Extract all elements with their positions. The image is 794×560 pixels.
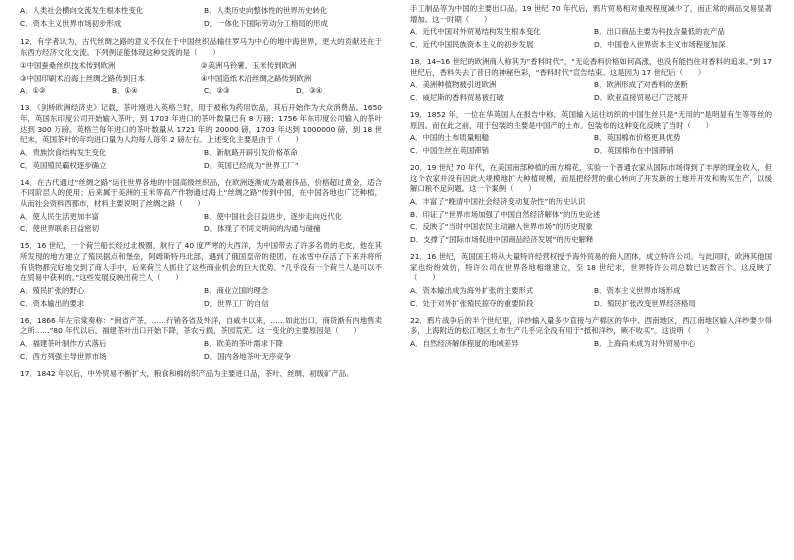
question-stem: 22．鸦片战争后的半个世纪里，洋纱输入量多少直接与产棉区的华中、西南地区，西江南地区输入洋纱要少得多，上海附近的松江地区土布生产几乎完全没有用于“抵和洋纱，厥不收买”。这说明（ ） <box>410 315 772 336</box>
question-stem: 16．1866 年左宗棠奏称：“闽省产茶，……行销各省及外洋，自咸丰以来，……如此出口，商货渐有内地售卖之所……”80 年代以后，福建茶叶出口开始下降，茶农亏损，茶园荒芜。这一变化的主要原因是（ ） <box>20 315 382 336</box>
option-c[interactable]: C．西方列强主导世界市场 <box>20 351 107 361</box>
question-12 <box>20 37 382 97</box>
question-stem: 21．16 世纪，英国国王将从大量特许经营权授予海外贸易的商人团体，成立特许公司。与此同时，欧洲其他国家也纷纷效仿，特许公司在世界各地相继建立，至 18 世纪末，世界特许公司总数已达数百个。这反映了（ ） <box>410 251 772 283</box>
option-b[interactable]: B．印证了“世界市场加强了中国自然经济解体”的历史论述 <box>410 209 601 219</box>
question-stem: 13．《剑桥欧洲经济史》记载，茶叶刚进入英格兰时，用于被称为药用饮品，其后开始作为大众消费品。1650 年，英国东印度公司开始输入茶叶，到 1703 年进口的茶叶数量已有 8 万磅；1756 年东印度公司输入的茶叶达到 300 万磅。英格兰每年进口的茶叶数量从 1721 年的 20000 磅，1703 年达到 1000000 磅，到 18 世纪末，英国茶叶的年均进口量为人均每人每年 2 磅左右。上述变化主要是由于（ ） <box>20 103 382 145</box>
option-c[interactable]: C．中国生丝在英国滞销 <box>410 146 490 156</box>
question-17 <box>20 369 382 380</box>
statement-item: ③中国印刷术沿海上丝绸之路传到日本 <box>20 73 145 83</box>
option-a[interactable]: A．近代中国对外贸易结构发生根本变化 <box>410 27 541 37</box>
option-d[interactable]: D．世界工厂的自信 <box>204 298 269 308</box>
question-stem: 14．在古代通过“丝绸之路”运往世界各地的中国高级丝织品，在欧洲逐渐成为最奢侈品，价格超过黄金，适合不同阶层人的使用；后来属于美洲的玉米等高产作物通过海上“丝绸之路”传到中国，在中国各地也广泛种植，从而社会资料西都市，材料主要说明了丝绸之路（ ） <box>20 177 382 209</box>
question-17-continued <box>410 4 772 51</box>
question-stem: 12．有学者认为，古代丝绸之路的意义不仅在于中国丝织品输往罗马为中心的地中海世界，更大的贡献还在于东西方经济文化交流。下列例证能体现这种交流的是（ ） <box>20 37 382 58</box>
question-14 <box>20 178 382 236</box>
question-stem: 19．1852 年，一位在华英国人在报告中称，英国输入运往纺织的中国生丝只是“无用的”是明显有生等等丝的原因。而在此之前，用于包装的主要是中国产的土布。包装布的这种变化反映了当时（ ） <box>410 109 772 130</box>
option-a[interactable]: A．美洲种植物被引进欧洲 <box>410 80 497 90</box>
question-16 <box>20 316 382 363</box>
statement-item: ①中国蚕桑丝织技术传到欧洲 <box>20 60 116 70</box>
option-c[interactable]: C．反映了“当时中国农民主动融入世界市场”的历史现象 <box>410 222 593 232</box>
option-b[interactable]: B．①④ <box>112 86 138 96</box>
question-stem: 手工制品等为中国的主要出口品。19 世纪 70 年代后，鸦片贸易相对重视程度减少了，而正常的商品交易显著增加。这一时期（ ） <box>410 4 772 24</box>
option-c[interactable]: C．处于对外扩张殖民掠夺的重要阶段 <box>410 298 534 308</box>
question-stem: 15．16 世纪，一个荷兰船长经过北极圈，航行了 40 度严寒的大西洋，为中国带去了许多名贵的毛皮，他在其所发现的地方建立了殖民据点和堡垒，阿姆斯特丹北部，遇到了俄国皇帝的使团，在冰雪中存活了下来并将所有货物都完好地交到了商人手中，后来荷兰人抓住了这些商业机会的巨大优势。“几乎没有一个荷兰人是可以不在贸易中获利的。”这些发展反映出荷兰人（ ） <box>20 241 382 283</box>
question-20 <box>410 163 772 246</box>
option-a[interactable]: A．①② <box>20 86 46 96</box>
option-d[interactable]: D．一体化下国际劳动分工格局的形成 <box>204 18 328 28</box>
question-22 <box>410 316 772 350</box>
option-b[interactable]: B．商业立国的理念 <box>204 286 269 296</box>
option-d[interactable]: D．支撑了“国际市场促进中国商品经济发展”的历史解释 <box>410 235 594 245</box>
question-stem: 18．14─16 世纪的欧洲商人称其为“香料时代”，“无论香料价格如何高涨，也没有能挡住对香料的追求。”到 17 世纪后，香料失去了昔日的神秘色彩，“香料时代”宣告结束。这是因为 17 世纪后（ ） <box>410 56 772 77</box>
option-a[interactable]: A．殖民扩张的野心 <box>20 286 85 296</box>
option-a[interactable]: A．使人民生活更加丰富 <box>20 211 99 221</box>
option-d[interactable]: D．③④ <box>296 86 323 96</box>
question-stem: 17．1842 年以后，中外贸易不断扩大，粮食和棉纺织产品为主要进口品，茶叶、丝绸、初级矿产品、 <box>20 368 354 378</box>
question-11-options <box>20 6 382 29</box>
right-column <box>410 4 772 353</box>
option-c[interactable]: C．近代中国民族资本主义的初步发展 <box>410 40 534 50</box>
option-b[interactable]: B．欧洲形成了对香料的垄断 <box>594 80 688 90</box>
option-b[interactable]: B．出口商品主要为科技含量低的农产品 <box>594 27 725 37</box>
question-13 <box>20 103 382 171</box>
option-d[interactable]: D．殖民扩张改变世界经济格局 <box>594 298 696 308</box>
question-19 <box>410 110 772 157</box>
option-b[interactable]: B．使中国社会日益进步，逐步走向近代化 <box>204 211 343 221</box>
option-c[interactable]: C．②③ <box>204 86 230 96</box>
statement-item: ④中国造纸术沿丝绸之路传到欧洲 <box>201 73 312 83</box>
option-b[interactable]: B．新航路开辟引发价格革命 <box>204 148 298 158</box>
option-a[interactable]: A．福建茶叶制作方式落后 <box>20 339 107 349</box>
option-d[interactable]: D．国内各地茶叶无序竞争 <box>204 351 291 361</box>
option-a[interactable]: A．丰富了“晚清中国社会经济变动复杂性”的历史认识 <box>410 197 586 207</box>
left-column <box>20 4 382 382</box>
option-a[interactable]: A．自然经济解体程度的地域差异 <box>410 339 519 349</box>
question-18 <box>410 57 772 104</box>
statement-item: ②美洲马铃薯、玉米传到欧洲 <box>201 60 297 70</box>
question-stem: 20．19 世纪 70 年代，在美国南部种植的南方棉花，实验一个普通农家从国际市场得到了丰厚的现金收入，但这个农家并没有因此大规模地扩大种植规模，而是把经营的重心转向了开发新的土地并开发和购买生产，以缓解口粮不足问题。这一个案例（ ） <box>410 162 772 194</box>
option-d[interactable]: D．体现了不同文明间的沟通与碰撞 <box>204 224 321 234</box>
option-a[interactable]: A．中国的土布质量粗糙 <box>410 133 489 143</box>
option-b[interactable]: B．英国棉布价格更具优势 <box>594 133 681 143</box>
option-d[interactable]: D．中国卷入世界资本主义市场程度加深 <box>594 40 726 50</box>
option-b[interactable]: B．人类历史向整体性的世界历史转化 <box>204 6 328 15</box>
question-15 <box>20 241 382 309</box>
option-d[interactable]: D．欧亚直接贸易已广泛展开 <box>594 93 689 103</box>
option-c[interactable]: C．英国殖民霸权逐步确立 <box>20 160 107 170</box>
option-c[interactable]: C．使世界联系日益密切 <box>20 224 100 234</box>
option-c[interactable]: C．威尼斯的香料贸易被打破 <box>410 93 504 103</box>
option-b[interactable]: B．资本主义世界市场形成 <box>594 286 681 296</box>
option-c[interactable]: C．资本输出的要求 <box>20 298 85 308</box>
option-d[interactable]: D．英国已经成为“世界工厂” <box>204 160 299 170</box>
option-a[interactable]: A．贵族饮食结构发生变化 <box>20 148 107 158</box>
option-b[interactable]: B．欧美的茶叶需求下降 <box>204 339 283 349</box>
option-d[interactable]: D．英国棉布在中国滞销 <box>594 146 674 156</box>
option-c[interactable]: C．资本主义世界市场初步形成 <box>20 18 122 28</box>
option-b[interactable]: B．上海尚未成为对外贸易中心 <box>594 339 696 349</box>
question-21 <box>410 252 772 310</box>
option-a[interactable]: A．人类社会横向交流发生根本性变化 <box>20 6 144 15</box>
option-a[interactable]: A．资本输出成为海外扩张的主要形式 <box>410 286 534 296</box>
